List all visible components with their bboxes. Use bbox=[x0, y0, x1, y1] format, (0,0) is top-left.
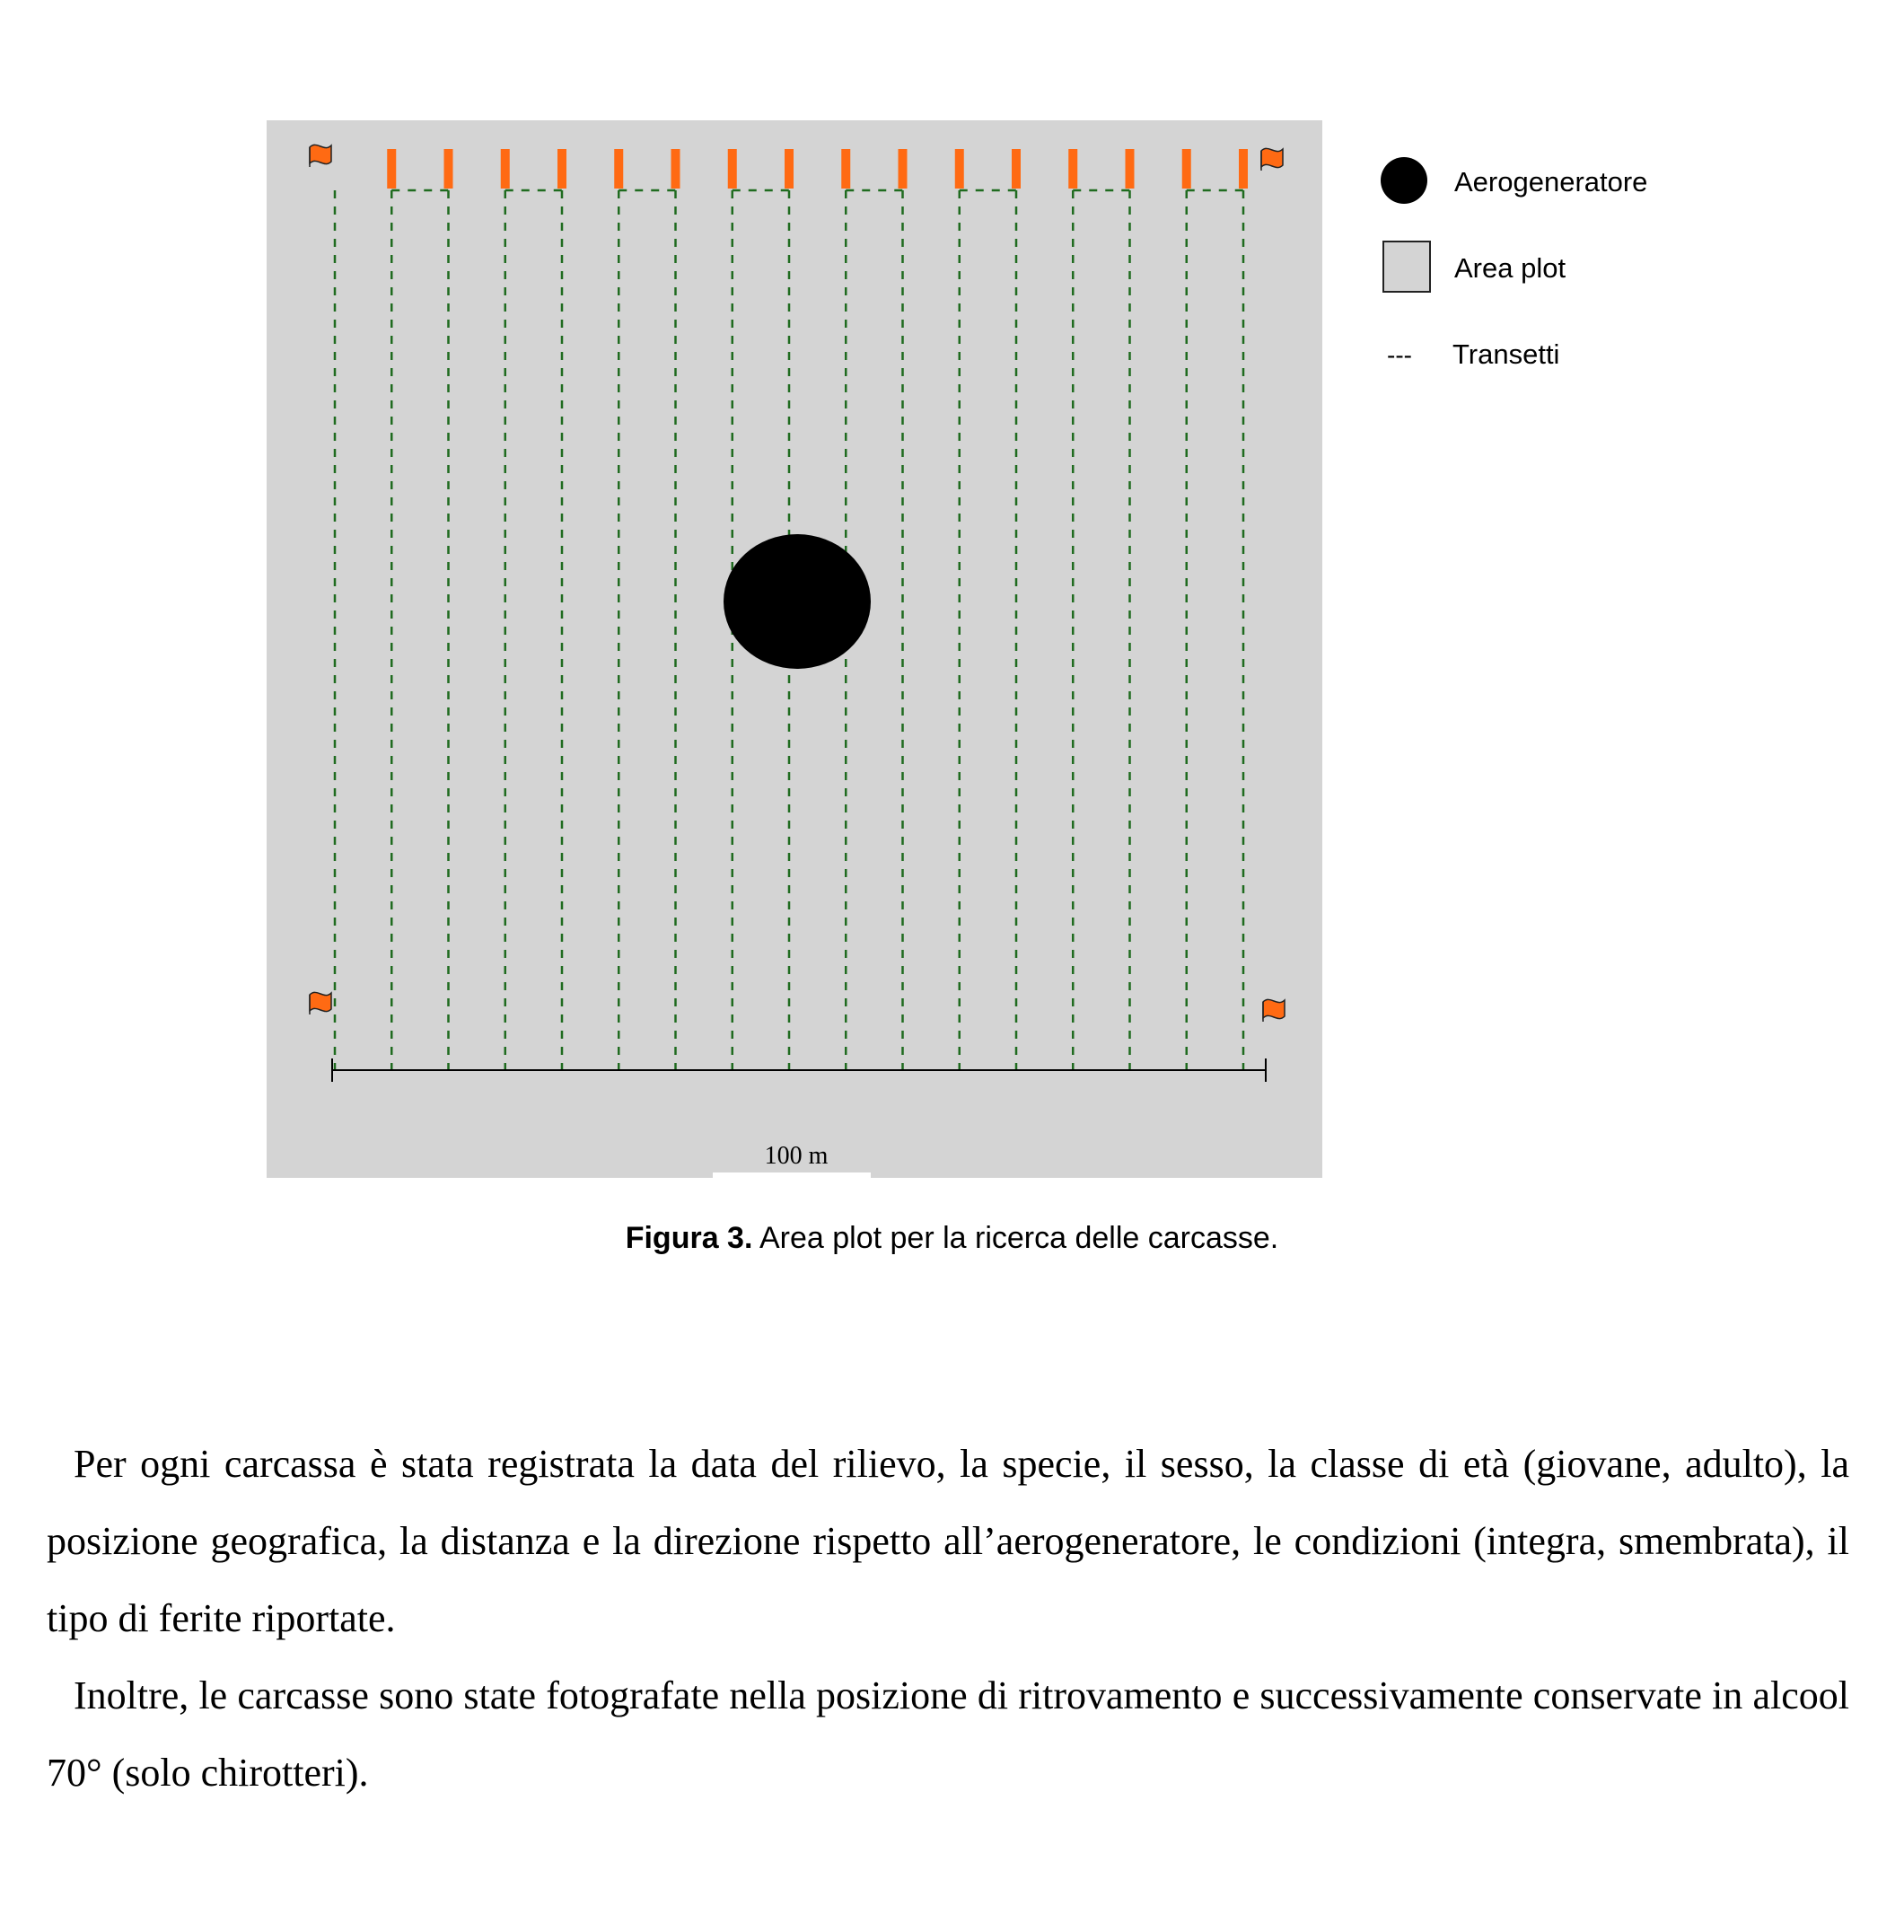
paragraph-2 bbox=[47, 1657, 1849, 1812]
transect-marker bbox=[955, 149, 964, 189]
transect-marker bbox=[671, 149, 680, 189]
caption-text: Area plot per la ricerca delle carcasse. bbox=[752, 1221, 1279, 1255]
corner-flag-icon bbox=[1261, 148, 1283, 167]
legend-dashes-icon: --- bbox=[1387, 341, 1412, 369]
transect-marker bbox=[841, 149, 850, 189]
legend-area-icon bbox=[1382, 241, 1431, 293]
transect-marker bbox=[1239, 149, 1248, 189]
legend-transect-label: Transetti bbox=[1452, 338, 1560, 370]
transect-marker bbox=[444, 149, 453, 189]
transect-marker bbox=[728, 149, 737, 189]
transect-marker bbox=[1126, 149, 1135, 189]
transect-marker bbox=[1012, 149, 1021, 189]
transect-marker bbox=[614, 149, 623, 189]
caption-label: Figura 3. bbox=[625, 1221, 753, 1255]
transect-marker bbox=[899, 149, 908, 189]
transect-marker bbox=[785, 149, 794, 189]
corner-flag-icon bbox=[310, 992, 331, 1011]
transect-marker bbox=[557, 149, 566, 189]
scale-label-tab bbox=[713, 1172, 871, 1178]
paragraph-1-text: Per ogni carcassa è stata registrata la data del rilievo, la specie, il sesso, la classe di età (giovane, adulto), la posizione geografica, la distanza e la direzione rispetto all’aerogeneratore, le condizioni (integra, smembrata), il tipo di ferite riportate. bbox=[47, 1442, 1849, 1640]
legend-area-label: Area plot bbox=[1454, 252, 1566, 284]
transect-marker bbox=[501, 149, 510, 189]
paragraph-2-text: Inoltre, le carcasse sono state fotografate nella posizione di ritrovamento e successivamente conservate in alcool 70° (solo chirotteri). bbox=[47, 1673, 1849, 1795]
transect-marker bbox=[1068, 149, 1077, 189]
corner-flag-icon bbox=[1263, 999, 1285, 1018]
transect-marker bbox=[387, 149, 396, 189]
legend-turbine-label: Aerogeneratore bbox=[1454, 166, 1648, 198]
corner-flag-icon bbox=[310, 145, 331, 163]
turbine-icon bbox=[724, 534, 871, 669]
transect-marker bbox=[1182, 149, 1191, 189]
figure-caption bbox=[0, 1221, 1904, 1256]
paragraph-1 bbox=[47, 1426, 1849, 1657]
scale-label: 100 m bbox=[764, 1142, 829, 1170]
plot-diagram bbox=[267, 120, 1322, 1178]
plot-svg bbox=[267, 120, 1322, 1178]
legend-turbine-icon bbox=[1381, 157, 1427, 204]
